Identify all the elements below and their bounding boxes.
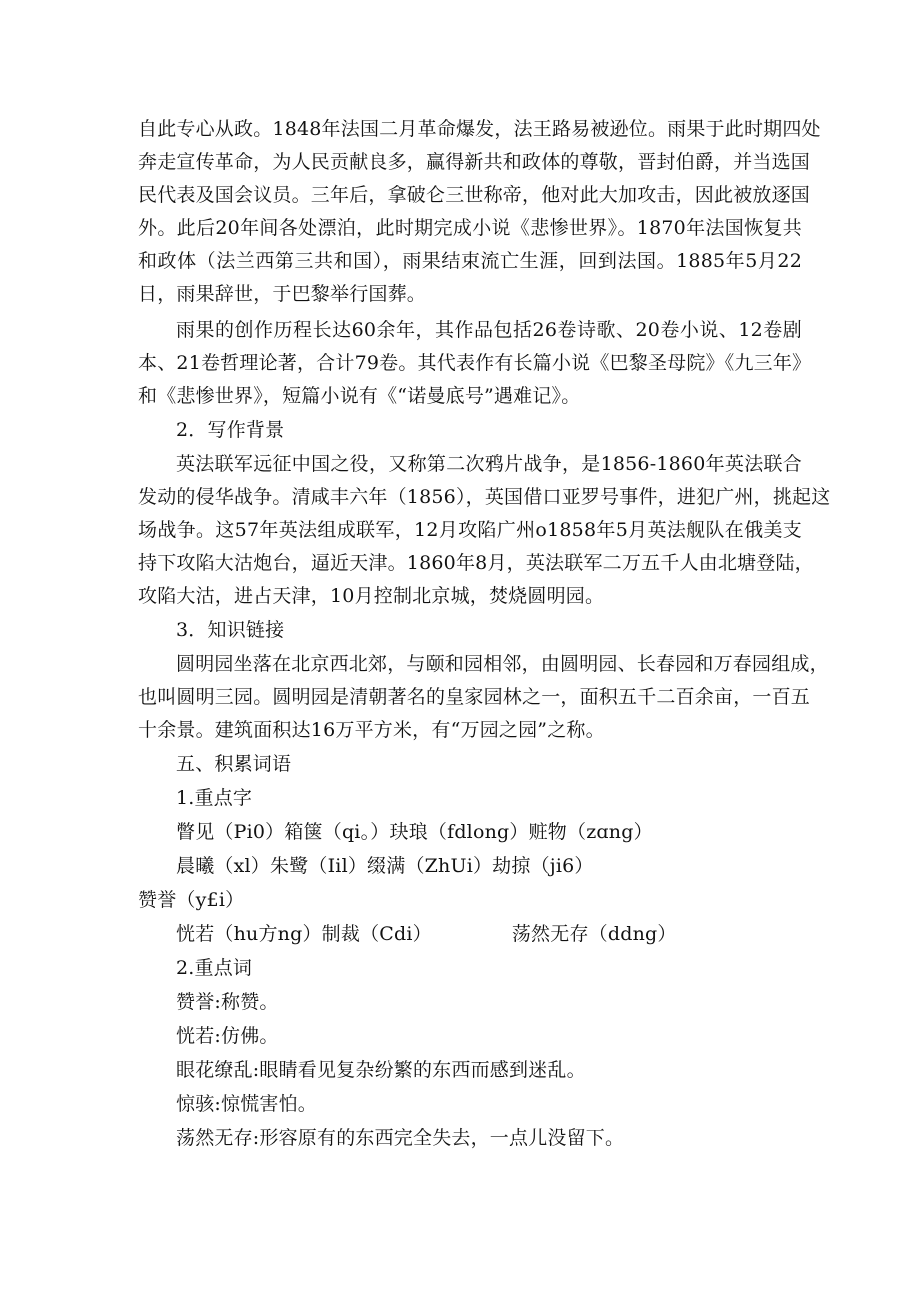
subheading-terms: 2.重点词 bbox=[176, 957, 253, 979]
paragraph-line: 和《悲惨世界》，短篇小说有《“诺曼底号”遇难记》。 bbox=[138, 385, 581, 407]
paragraph-line: 奔走宣传革命，为人民贡献良多，赢得新共和政体的尊敬，晋封伯爵，并当选国 bbox=[138, 151, 811, 173]
section-heading-background: 2．写作背景 bbox=[176, 419, 285, 441]
paragraph-line: 攻陷大沽，进占天津，10月控制北京城，焚烧圆明园。 bbox=[138, 585, 605, 607]
paragraph-line: 也叫圆明三园。圆明园是清朝著名的皇家园林之一，面积五千二百余亩，一百五 bbox=[138, 686, 811, 708]
paragraph-line: 外。此后20年间各处漂泊，此时期完成小说《悲惨世界》。1870年法国恢复共 bbox=[138, 217, 802, 239]
paragraph-line: 雨果的创作历程长达60余年，其作品包括26卷诗歌、20卷小说、12卷剧 bbox=[176, 319, 802, 341]
paragraph-line: 民代表及国会议员。三年后，拿破仑三世称帝，他对此大加攻击，因此被放逐国 bbox=[138, 184, 811, 206]
paragraph-line: 十余景。建筑面积达16万平方米，有“万园之园”之称。 bbox=[138, 719, 605, 741]
term-line: 眼花缭乱:眼睛看见复杂纷繁的东西而感到迷乱。 bbox=[176, 1059, 586, 1081]
chars-line: 晨曦（xl）朱鹭（Iil）缀满（ZhUi）劫掠（ji6） bbox=[176, 855, 594, 877]
paragraph-line: 场战争。这57年英法组成联军，12月攻陷广州o1858年5月英法舰队在俄美支 bbox=[138, 519, 802, 541]
section-heading-words: 五、积累词语 bbox=[176, 753, 292, 775]
term-line: 惊骇:惊慌害怕。 bbox=[176, 1093, 318, 1115]
paragraph-line: 英法联军远征中国之役，又称第二次鸦片战争，是1856-1860年英法联合 bbox=[176, 453, 802, 475]
subheading-chars: 1.重点字 bbox=[176, 787, 253, 809]
chars-line bbox=[176, 922, 677, 946]
chars-line: 赞誉（y£i） bbox=[138, 889, 245, 911]
paragraph-line: 本、21卷哲理论著，合计79卷。其代表作有长篇小说《巴黎圣母院》《九三年》 bbox=[138, 352, 812, 374]
paragraph-line: 日，雨果辞世，于巴黎举行国葬。 bbox=[138, 283, 427, 305]
term-line: 恍若:仿佛。 bbox=[176, 1025, 279, 1047]
section-heading-link: 3．知识链接 bbox=[176, 619, 285, 641]
paragraph-line: 圆明园坐落在北京西北郊，与颐和园相邻，由圆明园、长春园和万春园组成， bbox=[176, 653, 829, 675]
term-line: 荡然无存:形容原有的东西完全失去，一点儿没留下。 bbox=[176, 1127, 625, 1149]
paragraph-line: 自此专心从政。1848年法国二月革命爆发，法王路易被逊位。雨果于此时期四处 bbox=[138, 118, 821, 140]
term-line: 赞誉:称赞。 bbox=[176, 991, 279, 1013]
chars-line: 瞥见（Pi0）箱箧（qi。）玦琅（fdlong）赃物（zɑng） bbox=[176, 821, 653, 843]
chars-item: 荡然无存（ddng） bbox=[511, 923, 677, 945]
chars-item: 恍若（hu方ng）制裁（Cdi） bbox=[176, 923, 432, 945]
paragraph-line: 发动的侵华战争。清咸丰六年（1856），英国借口亚罗号事件，进犯广州，挑起这 bbox=[138, 486, 831, 508]
paragraph-line: 持下攻陷大沽炮台，逼近天津。1860年8月，英法联军二万五千人由北塘登陆， bbox=[138, 552, 814, 574]
paragraph-line: 和政体（法兰西第三共和国），雨果结束流亡生涯，回到法国。1885年5月22 bbox=[138, 250, 802, 272]
